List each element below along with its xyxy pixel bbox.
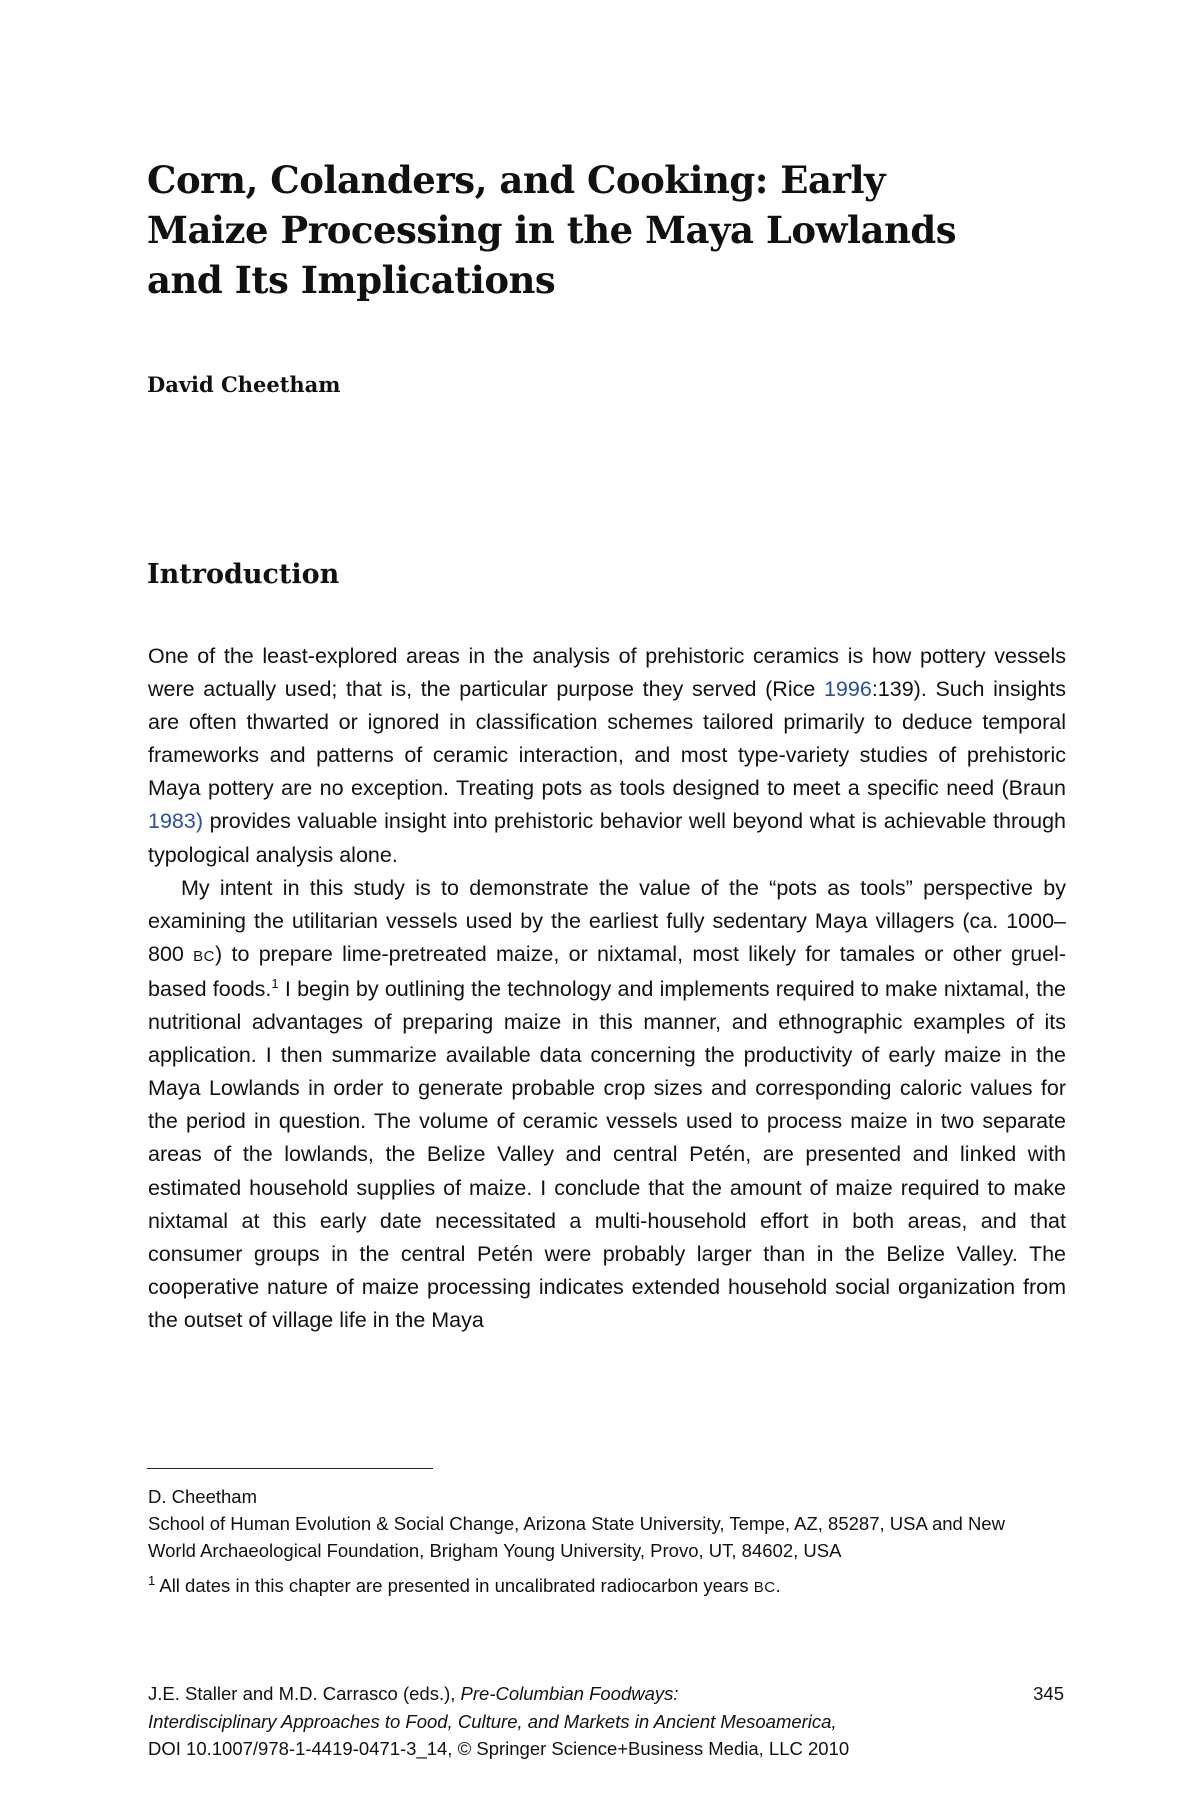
footnote-divider <box>147 1468 433 1469</box>
footnote-marker-1[interactable]: 1 <box>271 975 279 991</box>
page-footer <box>148 1680 1066 1763</box>
footnote-1-marker: 1 <box>148 1572 156 1588</box>
body-text <box>148 640 1066 1337</box>
small-caps-bc: BC <box>753 1579 776 1596</box>
footnote-1: $^1$ All dates in this chapter are presented in uncalibrated radiocarbon years BC. <box>148 1572 781 1596</box>
footer-line-3-doi: DOI 10.1007/978-1-4419-0471-3_14, © Springer Science+Business Media, LLC 2010 <box>148 1738 850 1759</box>
citation-braun-1983[interactable]: 1983) <box>148 809 203 834</box>
author-name: David Cheetham <box>147 372 341 397</box>
book-title: Pre-Columbian Foodways: <box>460 1683 679 1704</box>
page-number: 345 <box>1033 1683 1064 1704</box>
footnotes <box>148 1483 1028 1601</box>
affiliation-text: School of Human Evolution & Social Change, Arizona State University, Tempe, AZ, 85287, USA and New World Archaeological Foundation, Brigham Young University, Provo, UT, 84602, USA <box>148 1513 1005 1561</box>
chapter-title <box>147 155 967 305</box>
book-subtitle: Interdisciplinary Approaches to Food, Culture, and Markets in Ancient Mesoamerica, <box>148 1710 837 1732</box>
section-heading-introduction: Introduction <box>147 559 340 590</box>
affiliation-name: D. Cheetham <box>148 1486 257 1507</box>
small-caps-bc: BC <box>193 947 216 965</box>
paragraph-2: My intent in this study is to demonstrate the value of the “pots as tools” perspective by examining the utilitarian vessels used by the earliest fully sedentary Maya villagers (ca. 1000–800 BC) to prepare lime-pretreated maize, or nixtamal, most likely for tamales or other gruel-based foods.$^1$ I begin by outlining the technology and implements required to make nixtamal, the nutritional advantages of preparing maize in this manner, and ethnographic examples of its application. I then summarize available data concerning the productivity of early maize in the Maya Lowlands in order to generate probable crop sizes and corresponding caloric values for the period in question. The volume of ceramic vessels used to process maize in two separate areas of the lowlands, the Belize Valley and central Petén, are presented and linked with estimated household supplies of maize. I conclude that the amount of maize required to make nixtamal at this early date necessitated a multi-household effort in both areas, and that consumer groups in the central Petén were probably larger than in the Belize Valley. The cooperative nature of maize processing indicates extended household social organization from the outset of village life in the Maya <box>148 875 1067 1332</box>
title-line-2: Maize Processing in the Maya Lowlands <box>147 208 957 252</box>
title-line-1: Corn, Colanders, and Cooking: Early <box>147 158 886 202</box>
footer-line-2 <box>148 1708 1066 1736</box>
paragraph-1: One of the least-explored areas in the analysis of prehistoric ceramics is how pottery vessels were actually used; that is, the particular purpose they served (Rice 1996:139). Such insights are often thwarted or ignored in classification schemes tailored primarily to deduce temporal frameworks and patterns of ceramic interaction, and most type-variety studies of prehistoric Maya pottery are no exception. Treating pots as tools designed to meet a specific need (Braun 1983) provides valuable insight into prehistoric behavior well beyond what is achievable through typological analysis alone. <box>148 644 1066 867</box>
footer-line-1: J.E. Staller and M.D. Carrasco (eds.), Pre-Columbian Foodways: 345 <box>148 1680 1066 1708</box>
citation-rice-1996[interactable]: 1996 <box>823 677 872 702</box>
title-line-3: and Its Implications <box>147 258 556 302</box>
